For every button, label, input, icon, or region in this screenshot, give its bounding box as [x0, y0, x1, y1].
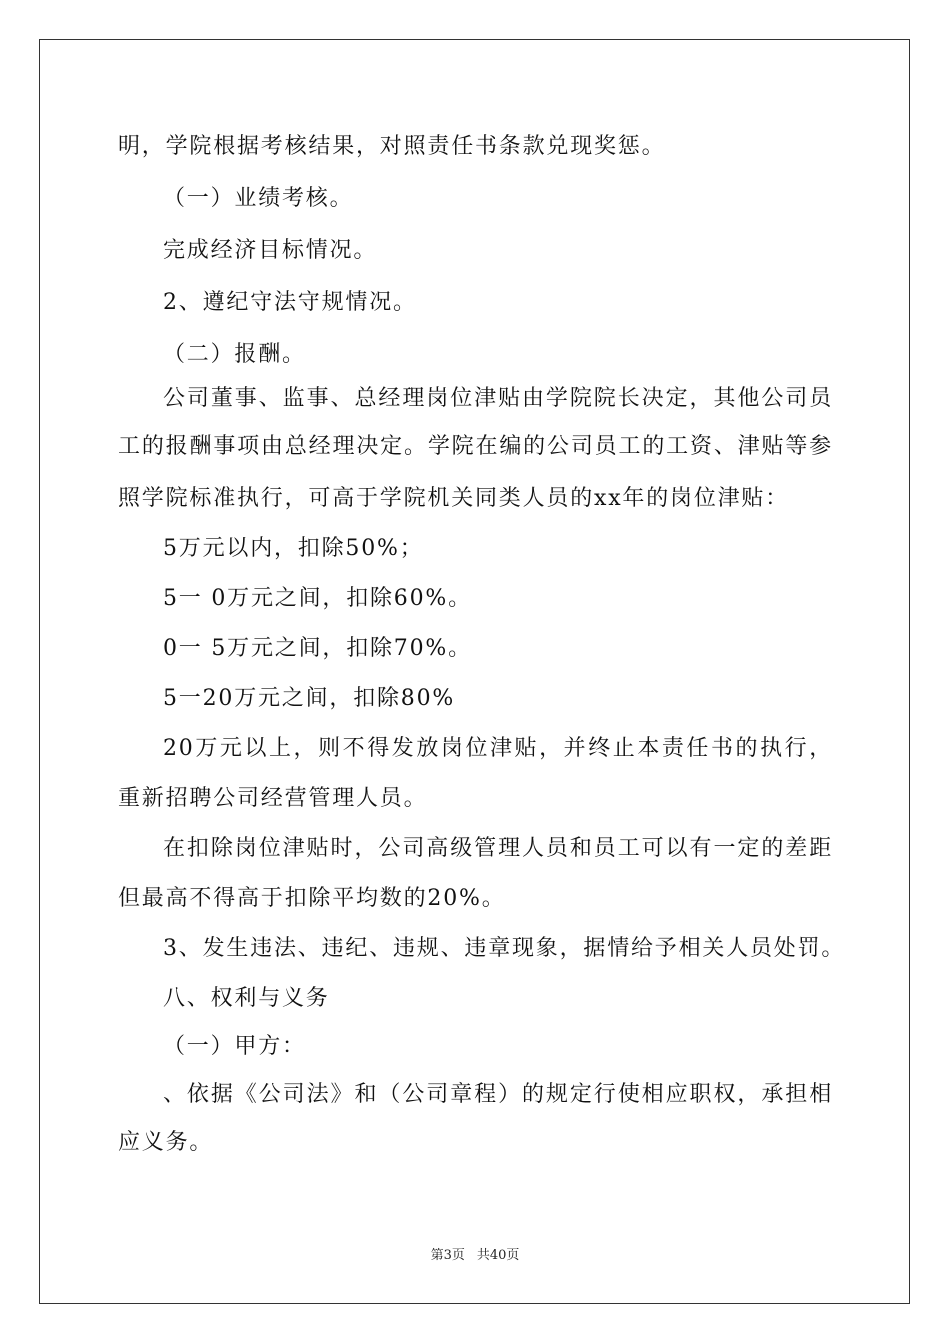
list-item: 5一 0万元之间，扣除60%。 — [163, 586, 472, 611]
paragraph-line: 重新招聘公司经营管理人员。 — [118, 786, 428, 811]
section-heading-party-a: （一）甲方： — [163, 1034, 306, 1059]
list-item: 5一20万元之间，扣除80% — [163, 686, 456, 711]
section-heading-performance: （一）业绩考核。 — [163, 186, 354, 211]
paragraph-line: 照学院标准执行，可高于学院机关同类人员的xx年的岗位津贴： — [118, 486, 790, 511]
paragraph-line: 3、发生违法、违纪、违规、违章现象，据情给予相关人员处罚。 — [163, 936, 846, 961]
paragraph-line: 在扣除岗位津贴时，公司高级管理人员和员工可以有一定的差距 — [163, 836, 833, 861]
page-total: 共40页 — [476, 1248, 520, 1263]
paragraph-line: 公司董事、监事、总经理岗位津贴由学院院长决定，其他公司员 — [163, 386, 833, 411]
list-item: 5万元以内，扣除50%； — [163, 536, 424, 561]
paragraph-line: 应义务。 — [118, 1130, 214, 1155]
page-footer — [0, 1246, 950, 1266]
paragraph-line: 20万元以上，则不得发放岗位津贴，并终止本责任书的执行， — [163, 736, 833, 761]
paragraph-line: 工的报酬事项由总经理决定。学院在编的公司员工的工资、津贴等参 — [118, 434, 833, 459]
paragraph-line: 但最高不得高于扣除平均数的20%。 — [118, 886, 506, 911]
list-item: 0一 5万元之间，扣除70%。 — [163, 636, 472, 661]
section-heading-compensation: （二）报酬。 — [163, 342, 306, 367]
paragraph-line: 完成经济目标情况。 — [163, 238, 378, 263]
paragraph-line: 明，学院根据考核结果，对照责任书条款兑现奖惩。 — [118, 134, 666, 159]
section-heading-rights: 八、权利与义务 — [163, 986, 330, 1011]
paragraph-line: 2、遵纪守法守规情况。 — [163, 290, 417, 315]
paragraph-line: 、依据《公司法》和（公司章程）的规定行使相应职权，承担相 — [163, 1082, 833, 1107]
page-number: 第3页 — [430, 1248, 465, 1263]
